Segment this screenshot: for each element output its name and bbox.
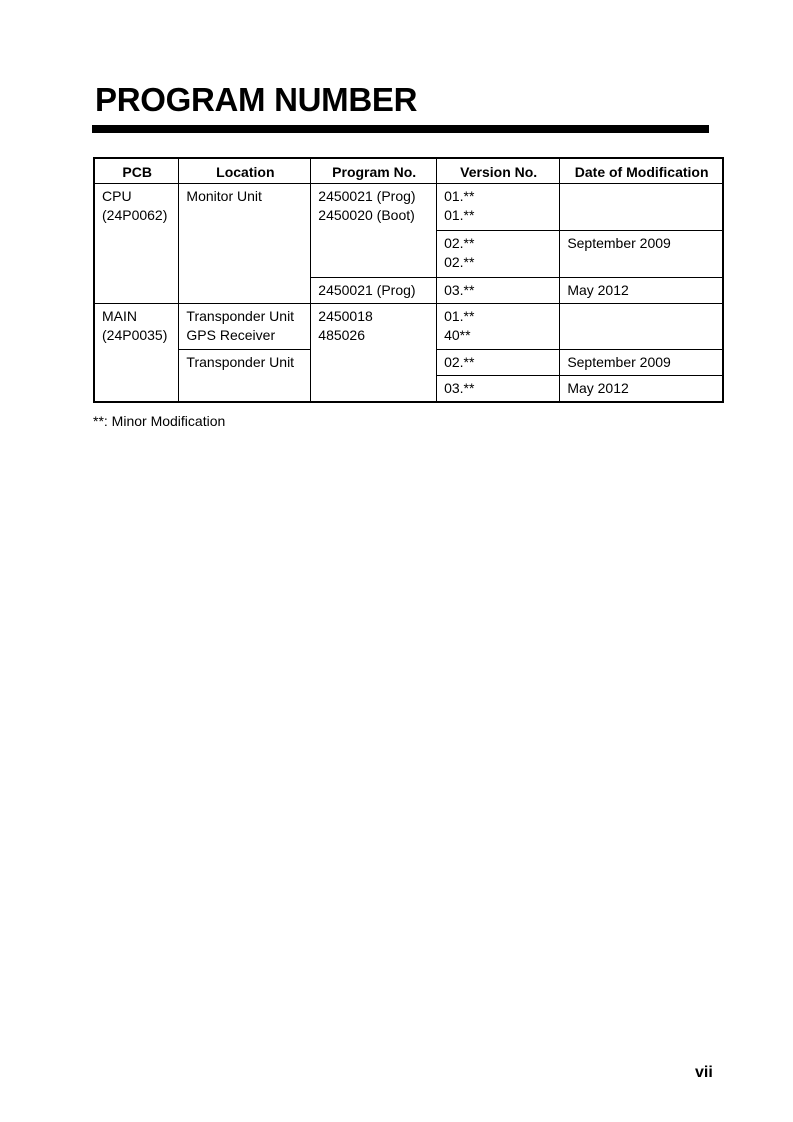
date-cell: May 2012 [560,376,723,402]
table-header-row [94,158,723,184]
header-version-no: Version No. [437,158,560,184]
header-program-no: Program No. [311,158,437,184]
program-cell: 2450021 (Prog) [311,278,437,304]
header-date-of-modification: Date of Modification [560,158,723,184]
date-cell [560,184,723,231]
location-cell: Transponder Unit [179,350,311,402]
location-cell: Transponder Unit GPS Receiver [179,304,311,350]
program-number-table [93,157,724,403]
table-row [94,304,723,350]
header-pcb: PCB [94,158,179,184]
version-cell: 02.** 02.** [437,231,560,278]
date-cell [560,304,723,350]
program-cell: 2450018 485026 [311,304,437,402]
location-cell: Monitor Unit [179,184,311,304]
table-row [94,184,723,231]
title-rule [92,125,709,133]
version-cell: 01.** 01.** [437,184,560,231]
date-cell: September 2009 [560,231,723,278]
page-number: vii [695,1064,713,1081]
pcb-code: (24P0035) [102,327,168,343]
footnote: **: Minor Modification [93,413,226,429]
version-cell: 03.** [437,278,560,304]
pcb-name: MAIN [102,308,137,324]
program-cell: 2450021 (Prog) 2450020 (Boot) [311,184,437,278]
page-title: PROGRAM NUMBER [95,81,418,118]
date-cell: May 2012 [560,278,723,304]
pcb-cell-main [94,304,179,402]
version-cell: 02.** [437,350,560,376]
header-location: Location [179,158,311,184]
pcb-name: CPU [102,188,132,204]
pcb-cell-cpu [94,184,179,304]
date-cell: September 2009 [560,350,723,376]
version-cell: 03.** [437,376,560,402]
pcb-code: (24P0062) [102,207,168,223]
version-cell: 01.** 40** [437,304,560,350]
